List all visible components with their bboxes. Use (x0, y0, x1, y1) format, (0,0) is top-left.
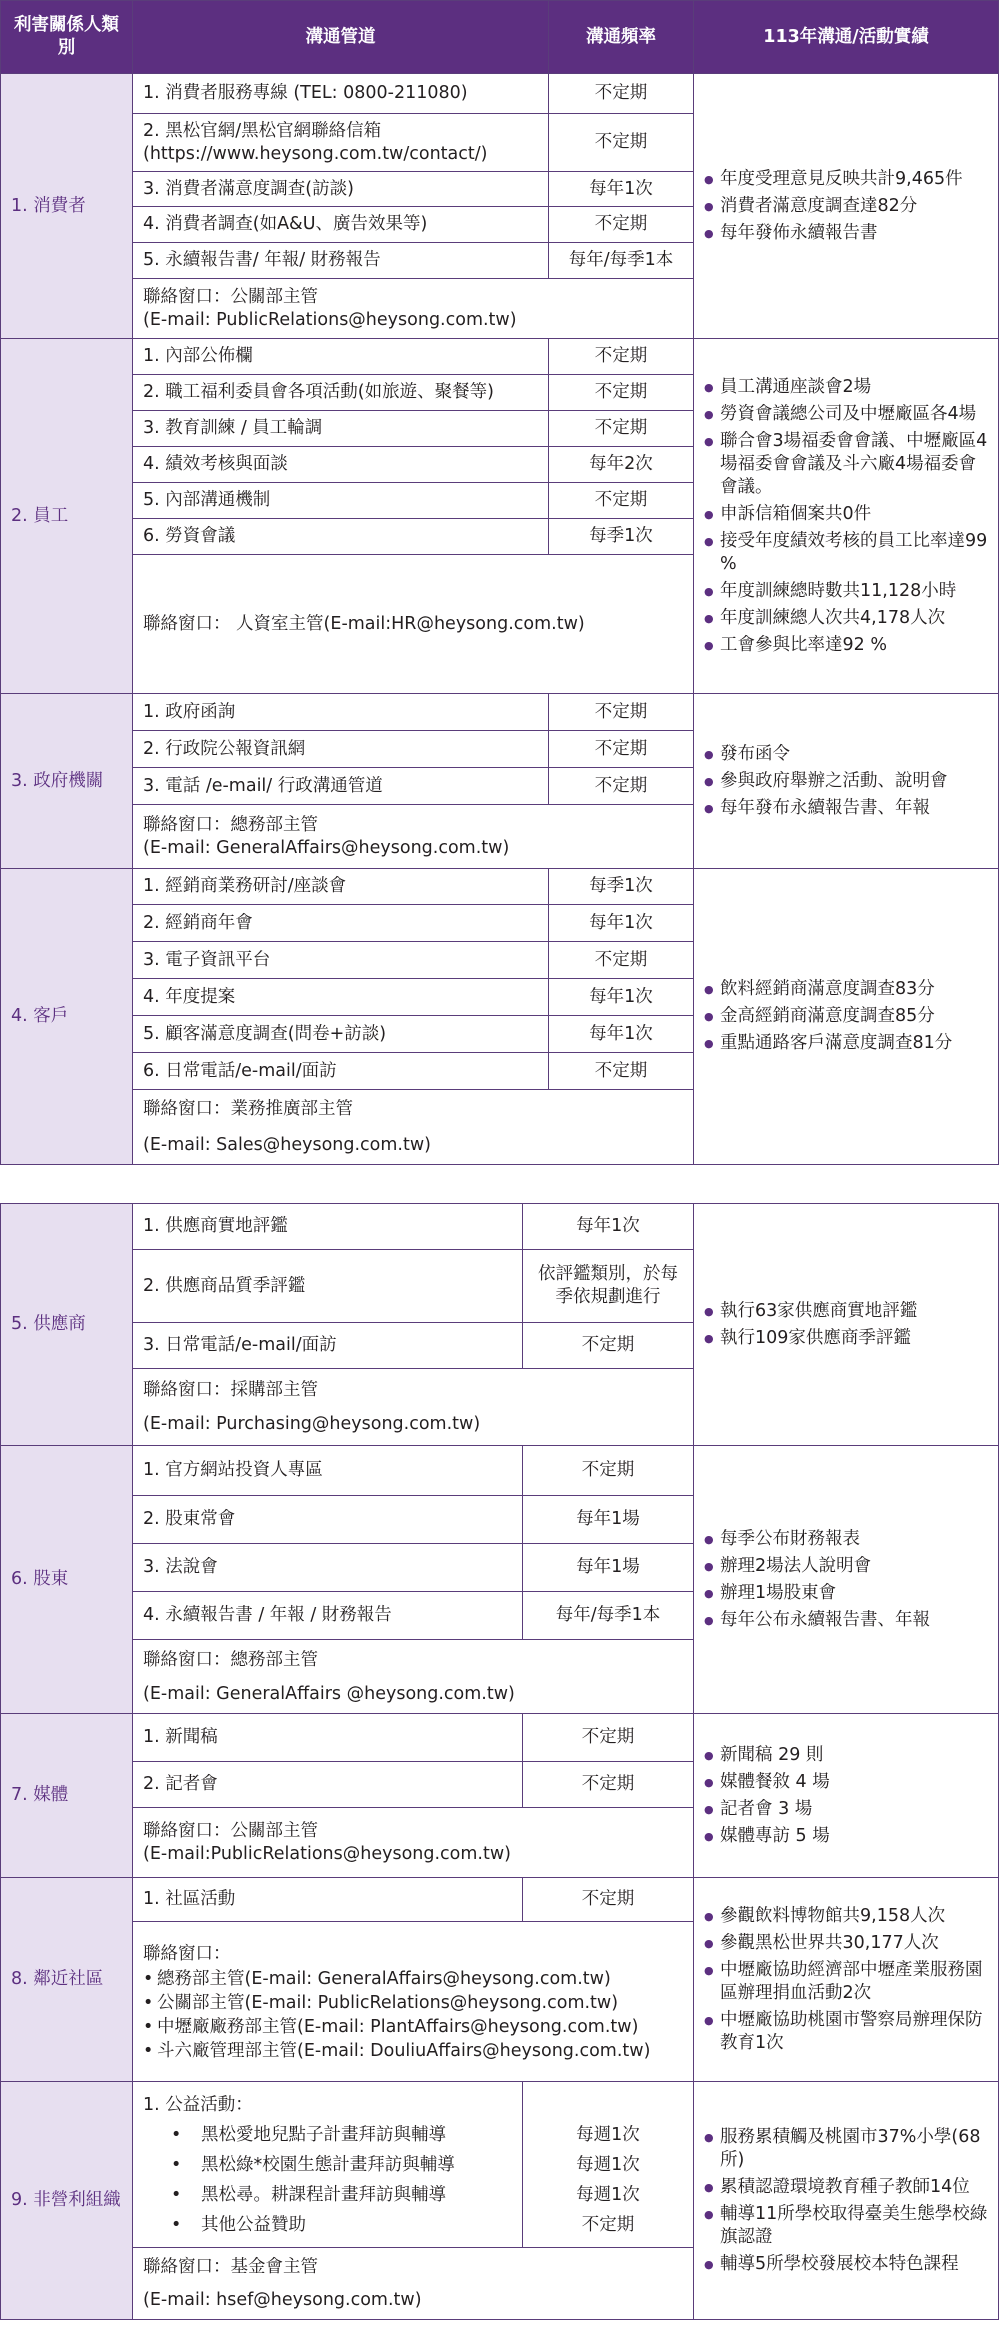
category-suppliers: 5. 供應商 (1, 1204, 133, 1446)
frequency-value: 不定期 (549, 731, 694, 768)
contact-line: (E-mail: PublicRelations@heysong.com.tw) (143, 309, 517, 330)
category-nonprofit: 9. 非營利組織 (1, 2082, 133, 2320)
sub-activity: • 其他公益贊助 (143, 2210, 512, 2240)
channel-item: 4. 績效考核與面談 (133, 447, 549, 483)
table-row (1, 1204, 999, 1250)
result-item: ● 每年公布永續報告書、年報 (704, 1609, 988, 1632)
channel-item: 1. 供應商實地評鑑 (133, 1204, 523, 1250)
channel-item: 2. 股東常會 (133, 1496, 523, 1544)
channel-item: 5. 顧客滿意度調查(問卷+訪談) (133, 1016, 549, 1053)
category-community: 8. 鄰近社區 (1, 1878, 133, 2082)
channel-item: 4. 永續報告書 / 年報 / 財務報告 (133, 1592, 523, 1640)
results-employees (694, 339, 999, 694)
frequency-value: 每季1次 (549, 869, 694, 905)
result-item: ● 新聞稿 29 則 (704, 1744, 988, 1767)
frequency-value: 不定期 (549, 207, 694, 243)
category-shareholders: 6. 股東 (1, 1446, 133, 1714)
contact-line: (E-mail: hsef@heysong.com.tw) (143, 2289, 422, 2310)
contact-item: • 公關部主管(E-mail: PublicRelations@heysong.com.tw) (143, 1991, 683, 2015)
frequency-value: 每年1場 (523, 1496, 694, 1544)
category-customers: 4. 客戶 (1, 869, 133, 1165)
frequency-value: 不定期 (549, 483, 694, 519)
result-item: ● 輔導5所學校發展校本特色課程 (704, 2253, 988, 2276)
result-item: ● 辦理2場法人說明會 (704, 1555, 988, 1578)
table-header-row (1, 1, 999, 74)
channel-item: 1. 官方網站投資人專區 (133, 1446, 523, 1496)
contact-line: 聯絡窗口：總務部主管 (143, 814, 318, 835)
frequency-value: 每年/每季1本 (523, 1592, 694, 1640)
contact-line: (E-mail:PublicRelations@heysong.com.tw) (143, 1843, 511, 1864)
category-employees: 2. 員工 (1, 339, 133, 694)
contact-line: 聯絡窗口：公關部主管 (143, 286, 318, 307)
result-item: ● 記者會 3 場 (704, 1798, 988, 1821)
result-item: ● 接受年度績效考核的員工比率達99 % (704, 530, 988, 576)
channel-item: 5. 內部溝通機制 (133, 483, 549, 519)
sub-activity: • 黑松綠*校園生態計畫拜訪與輔導 (143, 2150, 512, 2180)
frequency-value: 每年1場 (523, 1544, 694, 1592)
result-item: ● 服務累積觸及桃園市37%小學(68所) (704, 2126, 988, 2172)
channel-item: 6. 勞資會議 (133, 519, 549, 555)
header-results: 113年溝通/活動實績 (694, 1, 999, 74)
channel-title: 1. 公益活動： (143, 2094, 253, 2115)
contact-line: (E-mail: Purchasing@heysong.com.tw) (143, 1414, 481, 1434)
result-item: ● 年度受理意見反映共計9,465件 (704, 168, 988, 191)
contact-line: (E-mail: GeneralAffairs @heysong.com.tw) (143, 1683, 515, 1704)
table-row (1, 694, 999, 731)
result-item: ● 申訴信箱個案共0件 (704, 503, 988, 526)
contact-title: 聯絡窗口： (143, 1943, 231, 1964)
category-consumers: 1. 消費者 (1, 74, 133, 339)
result-item: ● 勞資會議總公司及中壢廠區各4場 (704, 403, 988, 426)
frequency-value: 依評鑑類別，於每季依規劃進行 (523, 1250, 694, 1323)
contact-window (133, 1640, 694, 1714)
channel-item: 1. 新聞稿 (133, 1714, 523, 1762)
sub-frequency: 每週1次 (576, 2184, 640, 2205)
results-media (694, 1714, 999, 1878)
header-frequency: 溝通頻率 (549, 1, 694, 74)
frequency-value: 不定期 (523, 1446, 694, 1496)
frequency-value: 不定期 (523, 1714, 694, 1762)
result-item: ● 媒體專訪 5 場 (704, 1825, 988, 1848)
results-nonprofit (694, 2082, 999, 2320)
category-government: 3. 政府機關 (1, 694, 133, 869)
frequency-value: 不定期 (549, 339, 694, 375)
frequency-value: 不定期 (549, 768, 694, 805)
channel-item: 3. 日常電話/e-mail/面訪 (133, 1323, 523, 1369)
result-item: ● 執行109家供應商季評鑑 (704, 1327, 988, 1350)
frequency-value: 不定期 (523, 1878, 694, 1922)
frequency-value: 每年1次 (549, 172, 694, 207)
frequency-value: 不定期 (523, 1762, 694, 1808)
category-media: 7. 媒體 (1, 1714, 133, 1878)
frequency-value: 不定期 (549, 114, 694, 172)
sub-frequency: 每週1次 (576, 2154, 640, 2175)
sub-frequency: 每週1次 (576, 2124, 640, 2145)
stakeholder-table-part-1 (0, 0, 999, 1165)
results-community (694, 1878, 999, 2082)
channel-item: 6. 日常電話/e-mail/面訪 (133, 1053, 549, 1090)
frequency-value: 每年1次 (549, 1016, 694, 1053)
frequency-value: 每年1次 (549, 979, 694, 1016)
result-item: ● 輔導11所學校取得臺美生態學校綠旗認證 (704, 2203, 988, 2249)
frequency-value (523, 2082, 694, 2248)
contact-line: 聯絡窗口：公關部主管 (143, 1820, 318, 1841)
result-item: ● 重點通路客戶滿意度調查81分 (704, 1032, 988, 1055)
contact-window (133, 555, 694, 694)
stakeholder-table-part-2 (0, 1203, 999, 2320)
result-item: ● 年度訓練總人次共4,178人次 (704, 607, 988, 630)
channel-item (133, 2082, 523, 2248)
frequency-value: 不定期 (549, 1053, 694, 1090)
table-row (1, 74, 999, 114)
frequency-value: 每年2次 (549, 447, 694, 483)
channel-item: 2. 行政院公報資訊網 (133, 731, 549, 768)
result-item: ● 金高經銷商滿意度調查85分 (704, 1005, 988, 1028)
sub-activity: • 黑松尋。耕課程計畫拜訪與輔導 (143, 2180, 512, 2210)
channel-item: 3. 法說會 (133, 1544, 523, 1592)
frequency-value: 每年/每季1本 (549, 243, 694, 279)
channel-item: 4. 年度提案 (133, 979, 549, 1016)
table-row (1, 339, 999, 375)
channel-item: 2. 記者會 (133, 1762, 523, 1808)
contact-window (133, 2248, 694, 2320)
result-item: ● 每年發佈永續報告書 (704, 222, 988, 245)
table-row (1, 1878, 999, 1922)
channel-item: 2. 黑松官網/黑松官網聯絡信箱 (https://www.heysong.com.tw/contact/) (133, 114, 549, 172)
contact-item: • 中壢廠廠務部主管(E-mail: PlantAffairs@heysong.com.tw) (143, 2015, 683, 2039)
contact-line: 聯絡窗口：基金會主管 (143, 2256, 318, 2277)
results-suppliers (694, 1204, 999, 1446)
header-channel: 溝通管道 (133, 1, 549, 74)
result-item: ● 年度訓練總時數共11,128小時 (704, 580, 988, 603)
channel-item: 2. 經銷商年會 (133, 905, 549, 942)
result-item: ● 辦理1場股東會 (704, 1582, 988, 1605)
contact-window (133, 1922, 694, 2082)
frequency-value: 不定期 (549, 411, 694, 447)
contact-line: 聯絡窗口：總務部主管 (143, 1649, 318, 1670)
contact-line: (E-mail: GeneralAffairs@heysong.com.tw) (143, 837, 510, 858)
table-row (1, 869, 999, 905)
result-item: ● 員工溝通座談會2場 (704, 376, 988, 399)
table-row (1, 1714, 999, 1762)
frequency-value: 不定期 (549, 694, 694, 731)
result-item: ● 消費者滿意度調查達82分 (704, 195, 988, 218)
contact-window (133, 1369, 694, 1446)
contact-line: 聯絡窗口：採購部主管 (143, 1380, 318, 1400)
channel-item: 2. 職工福利委員會各項活動(如旅遊、聚餐等) (133, 375, 549, 411)
sub-frequency: 不定期 (581, 2214, 635, 2235)
result-item: ● 累積認證環境教育種子教師14位 (704, 2176, 988, 2199)
result-item: ● 中壢廠協助經濟部中壢產業服務園區辦理捐血活動2次 (704, 1959, 988, 2005)
contact-window (133, 279, 694, 339)
channel-item: 3. 電子資訊平台 (133, 942, 549, 979)
table-row (1, 2082, 999, 2248)
header-category: 利害關係人類別 (1, 1, 133, 74)
contact-line: 聯絡窗口：業務推廣部主管 (143, 1099, 353, 1119)
result-item: ● 發布函令 (704, 743, 988, 766)
result-item: ● 參與政府舉辦之活動、說明會 (704, 770, 988, 793)
result-item: ● 參觀飲料博物館共9,158人次 (704, 1905, 988, 1928)
results-government (694, 694, 999, 869)
contact-window (133, 1808, 694, 1878)
result-item: ● 媒體餐敘 4 場 (704, 1771, 988, 1794)
result-item: ● 飲料經銷商滿意度調查83分 (704, 978, 988, 1001)
frequency-value: 每季1次 (549, 519, 694, 555)
frequency-value: 不定期 (549, 74, 694, 114)
result-item: ● 聯合會3場福委會會議、中壢廠區4場福委會會議及斗六廠4場福委會會議。 (704, 430, 988, 499)
channel-item: 1. 經銷商業務研討/座談會 (133, 869, 549, 905)
table-row (1, 1446, 999, 1496)
frequency-value: 每年1次 (549, 905, 694, 942)
result-item: ● 執行63家供應商實地評鑑 (704, 1300, 988, 1323)
channel-item: 3. 消費者滿意度調查(訪談) (133, 172, 549, 207)
channel-item: 1. 社區活動 (133, 1878, 523, 1922)
result-item: ● 每年發布永續報告書、年報 (704, 797, 988, 820)
contact-item: • 斗六廠管理部主管(E-mail: DouliuAffairs@heysong.com.tw) (143, 2039, 683, 2063)
contact-line: 聯絡窗口： 人資室主管(E-mail:HR@heysong.com.tw) (143, 613, 585, 634)
channel-item: 5. 永續報告書/ 年報/ 財務報告 (133, 243, 549, 279)
result-item: ● 每季公布財務報表 (704, 1528, 988, 1551)
sub-activity: • 黑松愛地兒點子計畫拜訪與輔導 (143, 2120, 512, 2150)
contact-window (133, 805, 694, 869)
results-customers (694, 869, 999, 1165)
result-item: ● 中壢廠協助桃園市警察局辦理保防教育1次 (704, 2009, 988, 2055)
channel-item: 1. 內部公佈欄 (133, 339, 549, 375)
channel-item: 2. 供應商品質季評鑑 (133, 1250, 523, 1323)
frequency-value: 不定期 (549, 942, 694, 979)
channel-item: 1. 政府函詢 (133, 694, 549, 731)
results-consumers (694, 74, 999, 339)
frequency-value: 不定期 (523, 1323, 694, 1369)
result-item: ● 工會參與比率達92 % (704, 634, 988, 657)
frequency-value: 不定期 (549, 375, 694, 411)
result-item: ● 參觀黑松世界共30,177人次 (704, 1932, 988, 1955)
contact-window (133, 1090, 694, 1165)
results-shareholders (694, 1446, 999, 1714)
channel-item: 1. 消費者服務專線 (TEL: 0800-211080) (133, 74, 549, 114)
frequency-value: 每年1次 (523, 1204, 694, 1250)
channel-item: 3. 教育訓練 / 員工輪調 (133, 411, 549, 447)
contact-item: • 總務部主管(E-mail: GeneralAffairs@heysong.com.tw) (143, 1967, 683, 1991)
channel-item: 4. 消費者調查(如A&U、廣告效果等) (133, 207, 549, 243)
contact-line: (E-mail: Sales@heysong.com.tw) (143, 1135, 431, 1155)
channel-item: 3. 電話 /e-mail/ 行政溝通管道 (133, 768, 549, 805)
